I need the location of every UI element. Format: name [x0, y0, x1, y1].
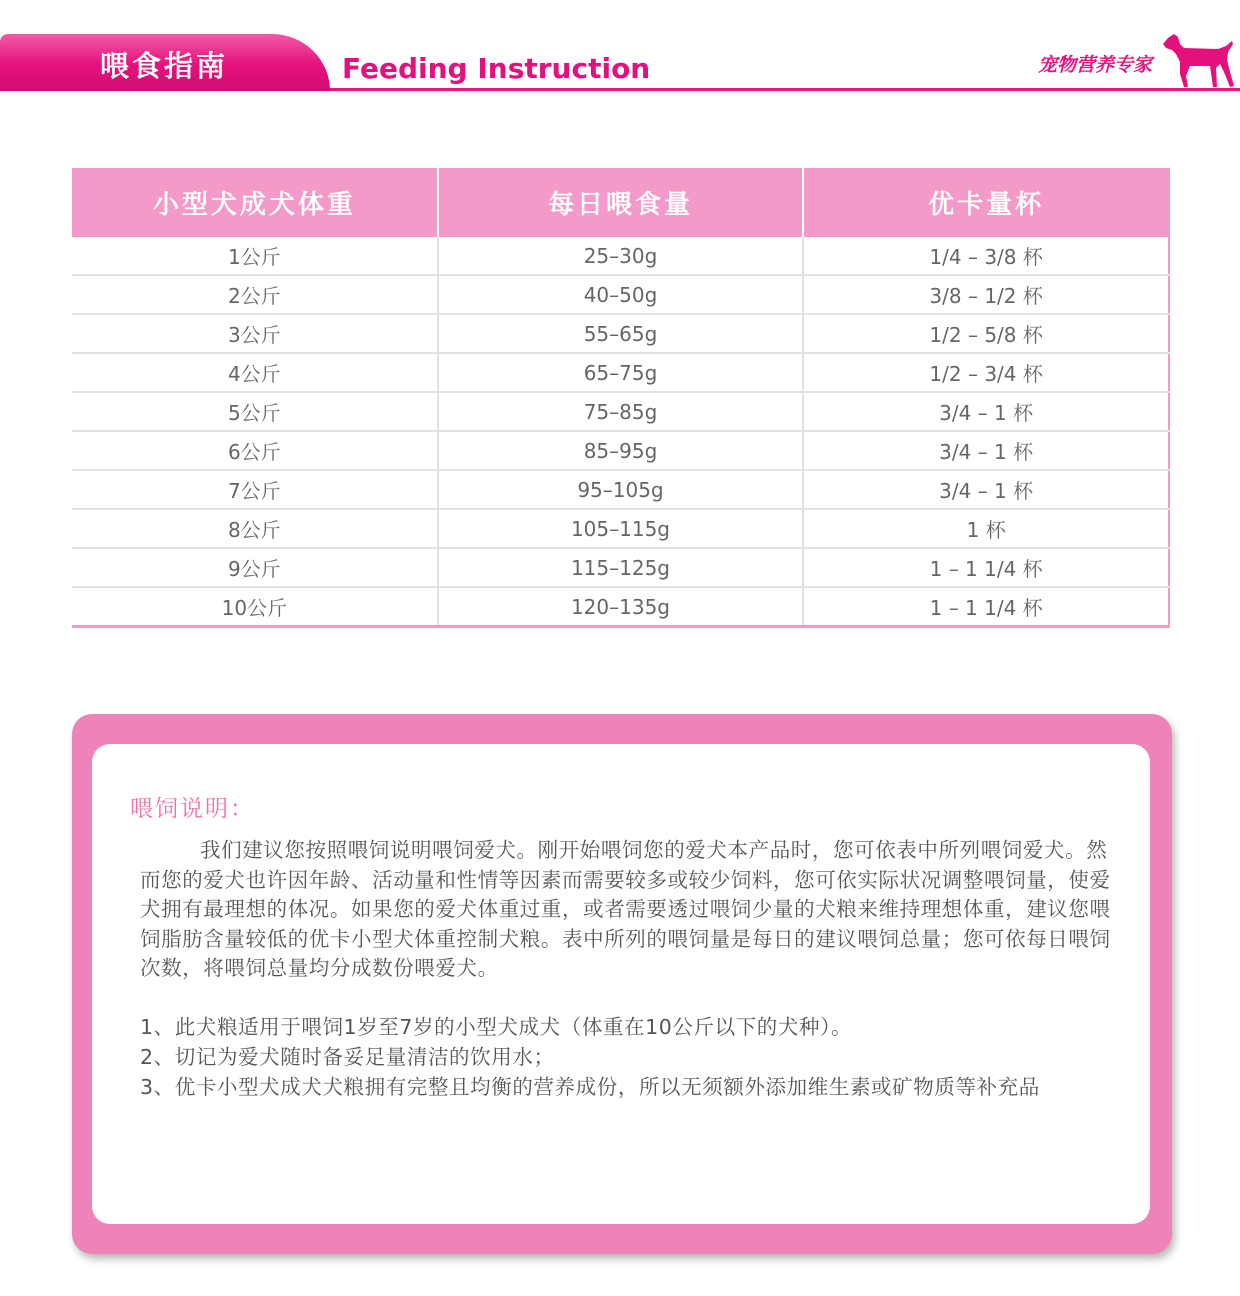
- table-row: [72, 392, 1169, 431]
- notes-title: 喂饲说明：: [130, 796, 255, 822]
- cell-daily-amount: 115–125g: [438, 548, 804, 587]
- column-header-weight: 小型犬成犬体重: [72, 168, 438, 237]
- cell-weight: 4公斤: [72, 353, 438, 392]
- cell-cup: 3/4 – 1 杯: [803, 392, 1169, 431]
- table-row: [72, 275, 1169, 314]
- notes-list: [140, 1012, 1140, 1102]
- header-tab-title: 喂食指南: [100, 49, 229, 83]
- cell-cup: 1/4 – 3/8 杯: [803, 237, 1169, 275]
- cell-cup: 3/8 – 1/2 杯: [803, 275, 1169, 314]
- cell-cup: 3/4 – 1 杯: [803, 431, 1169, 470]
- cell-daily-amount: 55–65g: [438, 314, 804, 353]
- cell-daily-amount: 85–95g: [438, 431, 804, 470]
- list-item: 3、优卡小型犬成犬犬粮拥有完整且均衡的营养成份，所以无须额外添加维生素或矿物质等补充品: [140, 1075, 1040, 1099]
- table-row: [72, 509, 1169, 548]
- table-row: [72, 470, 1169, 509]
- cell-daily-amount: 105–115g: [438, 509, 804, 548]
- brand-slogan: 宠物营养专家: [1038, 54, 1153, 76]
- cell-cup: 1 杯: [803, 509, 1169, 548]
- cell-daily-amount: 25–30g: [438, 237, 804, 275]
- cell-daily-amount: 75–85g: [438, 392, 804, 431]
- cell-weight: 3公斤: [72, 314, 438, 353]
- cell-weight: 6公斤: [72, 431, 438, 470]
- list-item: 1、此犬粮适用于喂饲1岁至7岁的小型犬成犬（体重在10公斤以下的犬种）。: [140, 1015, 853, 1039]
- cell-daily-amount: 120–135g: [438, 587, 804, 627]
- cell-cup: 1/2 – 3/4 杯: [803, 353, 1169, 392]
- table-row: [72, 587, 1169, 627]
- table-row: [72, 431, 1169, 470]
- table-row: [72, 353, 1169, 392]
- cell-weight: 2公斤: [72, 275, 438, 314]
- cell-weight: 8公斤: [72, 509, 438, 548]
- cell-weight: 1公斤: [72, 237, 438, 275]
- cell-weight: 10公斤: [72, 587, 438, 627]
- table-row: [72, 314, 1169, 353]
- cell-daily-amount: 95–105g: [438, 470, 804, 509]
- cell-weight: 5公斤: [72, 392, 438, 431]
- header-subtitle: Feeding Instruction: [342, 52, 651, 85]
- notes-content: [92, 714, 1152, 1224]
- notes-paragraph: 我们建议您按照喂饲说明喂饲爱犬。刚开始喂饲您的爱犬本产品时，您可依表中所列喂饲爱犬。然而您的爱犬也许因年龄、活动量和性情等因素而需要较多或较少饲料，您可依实际状况调整喂饲量，使爱犬拥有最理想的体况。如果您的爱犬体重过重，或者需要透过喂饲少量的犬粮来维持理想体重，建议您喂饲脂肪含量较低的优卡小型犬体重控制犬粮。表中所列的喂饲量是每日的建议喂饲总量；您可依每日喂饲次数，将喂饲总量均分成数份喂爱犬。: [140, 838, 1111, 980]
- dog-silhouette-icon: [1160, 32, 1236, 90]
- cell-cup: 1 – 1 1/4 杯: [803, 587, 1169, 627]
- feeding-table: [72, 168, 1170, 628]
- cell-cup: 1 – 1 1/4 杯: [803, 548, 1169, 587]
- table-row: [72, 548, 1169, 587]
- page-header: [0, 0, 1240, 100]
- cell-cup: 3/4 – 1 杯: [803, 470, 1169, 509]
- cell-daily-amount: 65–75g: [438, 353, 804, 392]
- column-header-cup: 优卡量杯: [803, 168, 1169, 237]
- cell-daily-amount: 40–50g: [438, 275, 804, 314]
- cell-weight: 7公斤: [72, 470, 438, 509]
- cell-weight: 9公斤: [72, 548, 438, 587]
- table-header-row: [72, 168, 1169, 237]
- cell-cup: 1/2 – 5/8 杯: [803, 314, 1169, 353]
- table-row: [72, 237, 1169, 275]
- column-header-daily-amount: 每日喂食量: [438, 168, 804, 237]
- list-item: 2、切记为爱犬随时备妥足量清洁的饮用水；: [140, 1045, 555, 1069]
